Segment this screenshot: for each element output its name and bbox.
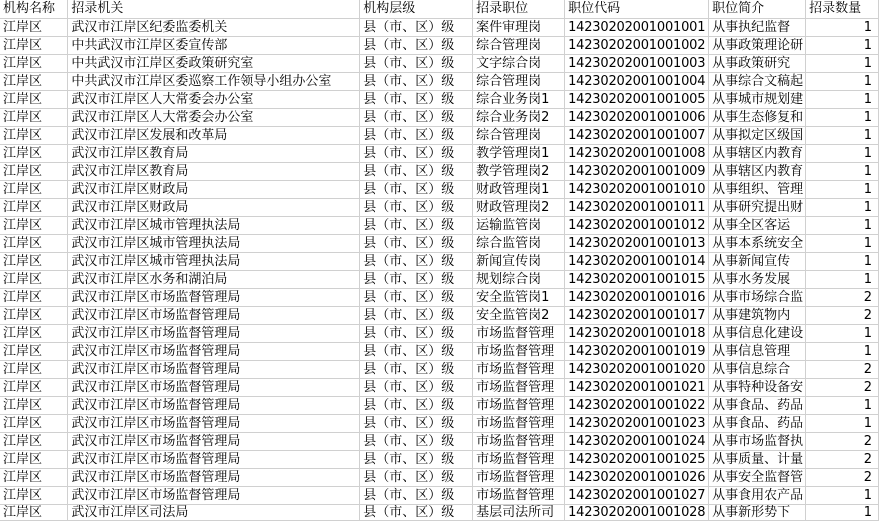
- table-cell[interactable]: 综合业务岗1: [473, 91, 565, 109]
- table-row: [0, 163, 879, 181]
- table-cell[interactable]: 1: [806, 37, 879, 55]
- table-cell[interactable]: 江岸区: [0, 271, 68, 289]
- table-cell[interactable]: 市场监督管理: [473, 415, 565, 433]
- table-cell[interactable]: 综合监管岗: [473, 235, 565, 253]
- table-cell[interactable]: 教学管理岗2: [473, 163, 565, 181]
- table-cell[interactable]: 从事辖区内教育: [709, 145, 806, 163]
- table-cell[interactable]: 1: [806, 235, 879, 253]
- table-cell[interactable]: 江岸区: [0, 415, 68, 433]
- table-cell[interactable]: 县（市、区）级: [360, 181, 473, 199]
- table-row: [0, 433, 879, 451]
- header-cell[interactable]: 机构层级: [360, 0, 473, 19]
- table-cell[interactable]: 县（市、区）级: [360, 433, 473, 451]
- table-cell[interactable]: 市场监督管理: [473, 343, 565, 361]
- table-cell[interactable]: 县（市、区）级: [360, 235, 473, 253]
- table-cell[interactable]: 14230202001001002: [565, 37, 709, 55]
- table-cell[interactable]: 1: [806, 55, 879, 73]
- table-cell[interactable]: 县（市、区）级: [360, 379, 473, 397]
- table-row: [0, 307, 879, 325]
- table-cell[interactable]: 14230202001001021: [565, 379, 709, 397]
- table-cell[interactable]: 武汉市江岸区水务和湖泊局: [68, 271, 360, 289]
- table-cell[interactable]: 从事信息综合: [709, 361, 806, 379]
- table-cell[interactable]: 武汉市江岸区人大常委会办公室: [68, 91, 360, 109]
- table-cell[interactable]: 14230202001001004: [565, 73, 709, 91]
- table-cell[interactable]: 县（市、区）级: [360, 145, 473, 163]
- table-cell[interactable]: 14230202001001028: [565, 505, 709, 521]
- table-cell[interactable]: 从事食品、药品: [709, 397, 806, 415]
- table-body: [0, 19, 879, 521]
- table-cell[interactable]: 市场监督管理: [473, 379, 565, 397]
- table-cell[interactable]: 从事特种设备安: [709, 379, 806, 397]
- table-cell[interactable]: 14230202001001024: [565, 433, 709, 451]
- table-cell[interactable]: 武汉市江岸区市场监督管理局: [68, 289, 360, 307]
- table-cell[interactable]: 江岸区: [0, 109, 68, 127]
- table-row: [0, 505, 879, 521]
- table-cell[interactable]: 1: [806, 91, 879, 109]
- table-row: [0, 271, 879, 289]
- table-cell[interactable]: 1: [806, 325, 879, 343]
- table-row: [0, 325, 879, 343]
- table-cell[interactable]: 2: [806, 379, 879, 397]
- header-cell[interactable]: 职位简介: [709, 0, 806, 19]
- table-row: [0, 379, 879, 397]
- table-cell[interactable]: 武汉市江岸区纪委监委机关: [68, 19, 360, 37]
- table-cell[interactable]: 市场监督管理: [473, 397, 565, 415]
- table-cell[interactable]: 14230202001001023: [565, 415, 709, 433]
- table-cell[interactable]: 县（市、区）级: [360, 127, 473, 145]
- table-row: [0, 235, 879, 253]
- table-cell[interactable]: 14230202001001007: [565, 127, 709, 145]
- table-cell[interactable]: 县（市、区）级: [360, 451, 473, 469]
- table-cell[interactable]: 江岸区: [0, 307, 68, 325]
- table-cell[interactable]: 从事政策理论研: [709, 37, 806, 55]
- table-cell[interactable]: 14230202001001013: [565, 235, 709, 253]
- table-cell[interactable]: 县（市、区）级: [360, 415, 473, 433]
- table-cell[interactable]: 从事全区客运: [709, 217, 806, 235]
- table-cell[interactable]: 安全监管岗1: [473, 289, 565, 307]
- table-cell[interactable]: 县（市、区）级: [360, 109, 473, 127]
- table-row: [0, 37, 879, 55]
- table-row: [0, 19, 879, 37]
- table-cell[interactable]: 2: [806, 433, 879, 451]
- table-row: [0, 397, 879, 415]
- table-cell[interactable]: 规划综合岗: [473, 271, 565, 289]
- header-cell[interactable]: 职位代码: [565, 0, 709, 19]
- table-cell[interactable]: 县（市、区）级: [360, 325, 473, 343]
- table-cell[interactable]: 从事食品、药品: [709, 415, 806, 433]
- table-cell[interactable]: 从事组织、管理: [709, 181, 806, 199]
- table-cell[interactable]: 从事市场综合监: [709, 289, 806, 307]
- table-row: [0, 181, 879, 199]
- table-cell[interactable]: 市场监督管理: [473, 451, 565, 469]
- table-cell[interactable]: 江岸区: [0, 55, 68, 73]
- header-row: [0, 0, 879, 19]
- table-cell[interactable]: 14230202001001012: [565, 217, 709, 235]
- table-cell[interactable]: 县（市、区）级: [360, 361, 473, 379]
- table-row: [0, 469, 879, 487]
- table-row: [0, 109, 879, 127]
- table-row: [0, 343, 879, 361]
- table-cell[interactable]: 江岸区: [0, 91, 68, 109]
- table-cell[interactable]: 运输监管岗: [473, 217, 565, 235]
- table-cell[interactable]: 14230202001001003: [565, 55, 709, 73]
- table-cell[interactable]: 安全监管岗2: [473, 307, 565, 325]
- table-cell[interactable]: 综合业务岗2: [473, 109, 565, 127]
- table-row: [0, 91, 879, 109]
- table-row: [0, 199, 879, 217]
- table-row: [0, 145, 879, 163]
- table-cell[interactable]: 1: [806, 487, 879, 505]
- table-cell[interactable]: 县（市、区）级: [360, 199, 473, 217]
- table-cell[interactable]: 1: [806, 127, 879, 145]
- table-row: [0, 127, 879, 145]
- table-cell[interactable]: 综合管理岗: [473, 127, 565, 145]
- table-cell[interactable]: 县（市、区）级: [360, 37, 473, 55]
- table-cell[interactable]: 财政管理岗2: [473, 199, 565, 217]
- table-cell[interactable]: 14230202001001006: [565, 109, 709, 127]
- table-cell[interactable]: 1: [806, 19, 879, 37]
- table-cell[interactable]: 江岸区: [0, 19, 68, 37]
- table-cell[interactable]: 从事本系统安全: [709, 235, 806, 253]
- table-cell[interactable]: 武汉市江岸区市场监督管理局: [68, 361, 360, 379]
- table-cell[interactable]: 武汉市江岸区市场监督管理局: [68, 433, 360, 451]
- table-cell[interactable]: 从事新形势下: [709, 505, 806, 521]
- table-cell[interactable]: 从事市场监督执: [709, 433, 806, 451]
- table-cell[interactable]: 14230202001001005: [565, 91, 709, 109]
- table-cell[interactable]: 武汉市江岸区市场监督管理局: [68, 379, 360, 397]
- table-cell[interactable]: 武汉市江岸区城市管理执法局: [68, 235, 360, 253]
- table-cell[interactable]: 县（市、区）级: [360, 307, 473, 325]
- table-row: [0, 451, 879, 469]
- table-cell[interactable]: 14230202001001011: [565, 199, 709, 217]
- table-cell[interactable]: 新闻宣传岗: [473, 253, 565, 271]
- table-cell[interactable]: 1: [806, 397, 879, 415]
- table-cell[interactable]: 江岸区: [0, 253, 68, 271]
- table-cell[interactable]: 江岸区: [0, 433, 68, 451]
- table-cell[interactable]: 县（市、区）级: [360, 217, 473, 235]
- table-cell[interactable]: 武汉市江岸区城市管理执法局: [68, 217, 360, 235]
- table-cell[interactable]: 14230202001001014: [565, 253, 709, 271]
- table-cell[interactable]: 武汉市江岸区财政局: [68, 181, 360, 199]
- table-cell[interactable]: 14230202001001015: [565, 271, 709, 289]
- table-cell[interactable]: 县（市、区）级: [360, 397, 473, 415]
- table-cell[interactable]: 江岸区: [0, 235, 68, 253]
- table-cell[interactable]: 县（市、区）级: [360, 487, 473, 505]
- table-cell[interactable]: 14230202001001022: [565, 397, 709, 415]
- table-row: [0, 415, 879, 433]
- table-cell[interactable]: 1: [806, 145, 879, 163]
- table-cell[interactable]: 基层司法所司: [473, 505, 565, 521]
- table-cell[interactable]: 从事安全监督管: [709, 469, 806, 487]
- table-cell[interactable]: 江岸区: [0, 451, 68, 469]
- table-cell[interactable]: 江岸区: [0, 487, 68, 505]
- table-cell[interactable]: 武汉市江岸区市场监督管理局: [68, 415, 360, 433]
- table-cell[interactable]: 14230202001001019: [565, 343, 709, 361]
- table-cell[interactable]: 江岸区: [0, 361, 68, 379]
- table-cell[interactable]: 县（市、区）级: [360, 253, 473, 271]
- table-cell[interactable]: 从事建筑物内: [709, 307, 806, 325]
- table-cell[interactable]: 江岸区: [0, 469, 68, 487]
- table-cell[interactable]: 1: [806, 109, 879, 127]
- table-cell[interactable]: 14230202001001026: [565, 469, 709, 487]
- table-cell[interactable]: 江岸区: [0, 217, 68, 235]
- table-cell[interactable]: 14230202001001017: [565, 307, 709, 325]
- table-cell[interactable]: 财政管理岗1: [473, 181, 565, 199]
- table-cell[interactable]: 2: [806, 361, 879, 379]
- table-cell[interactable]: 江岸区: [0, 145, 68, 163]
- table-cell[interactable]: 县（市、区）级: [360, 343, 473, 361]
- table-cell[interactable]: 从事生态修复和: [709, 109, 806, 127]
- table-cell[interactable]: 从事政策研究: [709, 55, 806, 73]
- table-cell[interactable]: 县（市、区）级: [360, 469, 473, 487]
- table-cell[interactable]: 武汉市江岸区市场监督管理局: [68, 397, 360, 415]
- table-cell[interactable]: 县（市、区）级: [360, 289, 473, 307]
- table-cell[interactable]: 武汉市江岸区市场监督管理局: [68, 343, 360, 361]
- table-cell[interactable]: 武汉市江岸区市场监督管理局: [68, 325, 360, 343]
- table-cell[interactable]: 武汉市江岸区教育局: [68, 163, 360, 181]
- table-row: [0, 253, 879, 271]
- table-cell[interactable]: 江岸区: [0, 181, 68, 199]
- table-cell[interactable]: 县（市、区）级: [360, 163, 473, 181]
- table-cell[interactable]: 从事城市规划建: [709, 91, 806, 109]
- table-cell[interactable]: 县（市、区）级: [360, 73, 473, 91]
- table-cell[interactable]: 1: [806, 253, 879, 271]
- table-cell[interactable]: 1: [806, 181, 879, 199]
- table-cell[interactable]: 武汉市江岸区市场监督管理局: [68, 487, 360, 505]
- table-cell[interactable]: 江岸区: [0, 343, 68, 361]
- table-row: [0, 73, 879, 91]
- table-cell[interactable]: 中共武汉市江岸区委宣传部: [68, 37, 360, 55]
- table-cell[interactable]: 武汉市江岸区发展和改革局: [68, 127, 360, 145]
- table-cell[interactable]: 县（市、区）级: [360, 505, 473, 521]
- table-cell[interactable]: 14230202001001010: [565, 181, 709, 199]
- table-cell[interactable]: 1: [806, 199, 879, 217]
- table-cell[interactable]: 1: [806, 217, 879, 235]
- header-cell[interactable]: 招录机关: [68, 0, 360, 19]
- table-cell[interactable]: 中共武汉市江岸区委巡察工作领导小组办公室: [68, 73, 360, 91]
- table-cell[interactable]: 从事新闻宣传: [709, 253, 806, 271]
- table-cell[interactable]: 中共武汉市江岸区委政策研究室: [68, 55, 360, 73]
- table-cell[interactable]: 市场监督管理: [473, 469, 565, 487]
- table-cell[interactable]: 综合管理岗: [473, 73, 565, 91]
- table-cell[interactable]: 从事执纪监督: [709, 19, 806, 37]
- table-cell[interactable]: 江岸区: [0, 73, 68, 91]
- table-cell[interactable]: 教学管理岗1: [473, 145, 565, 163]
- table-cell[interactable]: 从事信息管理: [709, 343, 806, 361]
- table-cell[interactable]: 1: [806, 163, 879, 181]
- table-cell[interactable]: 从事质量、计量: [709, 451, 806, 469]
- table-cell[interactable]: 文字综合岗: [473, 55, 565, 73]
- table-cell[interactable]: 1: [806, 505, 879, 521]
- table-cell[interactable]: 县（市、区）级: [360, 19, 473, 37]
- header-cell[interactable]: 招录数量: [806, 0, 879, 19]
- table-cell[interactable]: 2: [806, 307, 879, 325]
- table-cell[interactable]: 14230202001001020: [565, 361, 709, 379]
- table-cell[interactable]: 市场监督管理: [473, 433, 565, 451]
- table-cell[interactable]: 综合管理岗: [473, 37, 565, 55]
- table-cell[interactable]: 江岸区: [0, 325, 68, 343]
- table-row: [0, 217, 879, 235]
- table-cell[interactable]: 14230202001001025: [565, 451, 709, 469]
- table-cell[interactable]: 14230202001001018: [565, 325, 709, 343]
- table-cell[interactable]: 武汉市江岸区市场监督管理局: [68, 469, 360, 487]
- table-cell[interactable]: 从事拟定区级国: [709, 127, 806, 145]
- table-cell[interactable]: 江岸区: [0, 505, 68, 521]
- table-cell[interactable]: 市场监督管理: [473, 361, 565, 379]
- table-cell[interactable]: 2: [806, 451, 879, 469]
- table-cell[interactable]: 市场监督管理: [473, 325, 565, 343]
- table-cell[interactable]: 14230202001001016: [565, 289, 709, 307]
- table-row: [0, 55, 879, 73]
- table-cell[interactable]: 武汉市江岸区教育局: [68, 145, 360, 163]
- table-cell[interactable]: 武汉市江岸区司法局: [68, 505, 360, 521]
- table-cell[interactable]: 14230202001001009: [565, 163, 709, 181]
- table-cell[interactable]: 从事信息化建设: [709, 325, 806, 343]
- table-row: [0, 487, 879, 505]
- table-cell[interactable]: 14230202001001001: [565, 19, 709, 37]
- table-cell[interactable]: 从事水务发展: [709, 271, 806, 289]
- table-cell[interactable]: 1: [806, 343, 879, 361]
- table-cell[interactable]: 武汉市江岸区市场监督管理局: [68, 307, 360, 325]
- table-cell[interactable]: 1: [806, 415, 879, 433]
- table-cell[interactable]: 江岸区: [0, 127, 68, 145]
- table-cell[interactable]: 1: [806, 271, 879, 289]
- header-cell[interactable]: 机构名称: [0, 0, 68, 19]
- table-cell[interactable]: 1: [806, 73, 879, 91]
- table-cell[interactable]: 江岸区: [0, 397, 68, 415]
- table-cell[interactable]: 江岸区: [0, 37, 68, 55]
- table-cell[interactable]: 武汉市江岸区市场监督管理局: [68, 451, 360, 469]
- table-cell[interactable]: 武汉市江岸区财政局: [68, 199, 360, 217]
- table-cell[interactable]: 武汉市江岸区城市管理执法局: [68, 253, 360, 271]
- table-cell[interactable]: 14230202001001027: [565, 487, 709, 505]
- table-cell[interactable]: 市场监督管理: [473, 487, 565, 505]
- table-row: [0, 289, 879, 307]
- table-cell[interactable]: 从事辖区内教育: [709, 163, 806, 181]
- table-cell[interactable]: 武汉市江岸区人大常委会办公室: [68, 109, 360, 127]
- table-cell[interactable]: 14230202001001008: [565, 145, 709, 163]
- header-cell[interactable]: 招录职位: [473, 0, 565, 19]
- table-cell[interactable]: 2: [806, 289, 879, 307]
- table-cell[interactable]: 江岸区: [0, 199, 68, 217]
- table-cell[interactable]: 2: [806, 469, 879, 487]
- table-cell[interactable]: 江岸区: [0, 379, 68, 397]
- table-cell[interactable]: 县（市、区）级: [360, 271, 473, 289]
- table-cell[interactable]: 从事食用农产品: [709, 487, 806, 505]
- table-cell[interactable]: 从事综合文稿起: [709, 73, 806, 91]
- table-row: [0, 361, 879, 379]
- table-cell[interactable]: 案件审理岗: [473, 19, 565, 37]
- table-cell[interactable]: 江岸区: [0, 163, 68, 181]
- table-cell[interactable]: 江岸区: [0, 289, 68, 307]
- table-cell[interactable]: 县（市、区）级: [360, 55, 473, 73]
- table-cell[interactable]: 县（市、区）级: [360, 91, 473, 109]
- table-cell[interactable]: 从事研究提出财: [709, 199, 806, 217]
